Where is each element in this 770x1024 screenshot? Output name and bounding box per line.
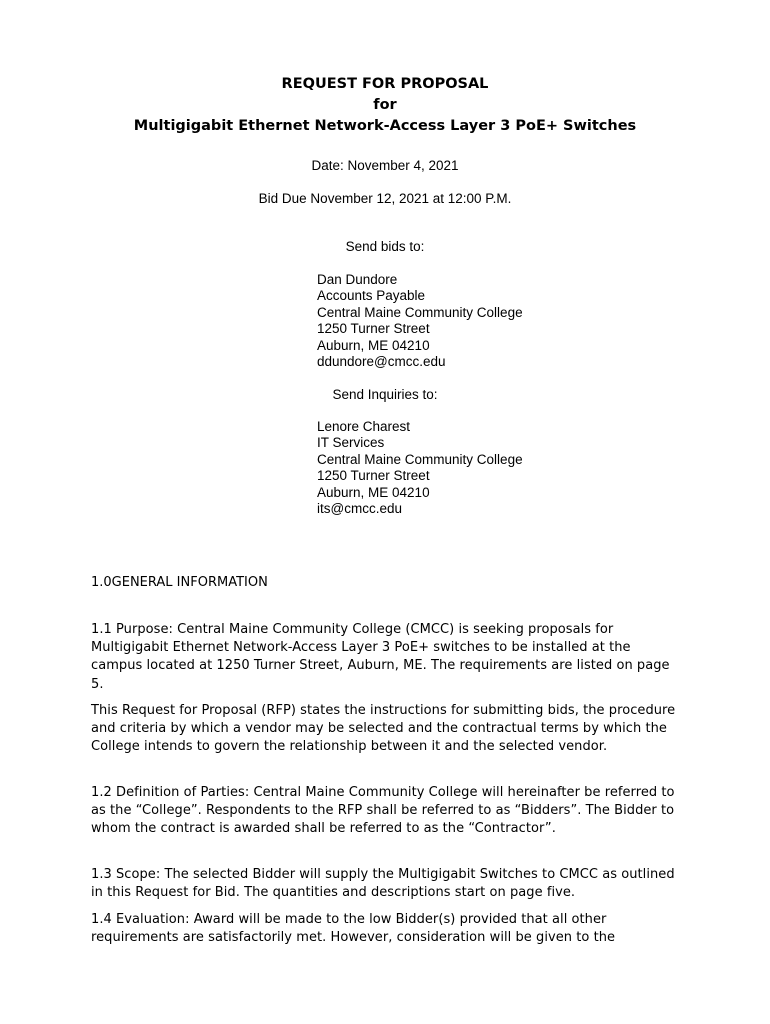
- section-heading-general-information: 1.0GENERAL INFORMATION: [91, 575, 268, 590]
- title-product: Multigigabit Ethernet Network-Access Layer 3 PoE+ Switches: [133, 118, 637, 134]
- paragraph-evaluation: 1.4 Evaluation: Award will be made to the low Bidder(s) provided that all other requirements are satisfactorily met. However, consideration will be given to the: [91, 912, 616, 946]
- send-bids-institution: Central Maine Community College: [317, 304, 523, 320]
- paragraph-purpose: 1.1 Purpose: Central Maine Community College (CMCC) is seeking proposals for Multigigabit Ethernet Network-Access Layer 3 PoE+ switches to be installed at the campus located at 1250 Turner Street, Auburn, ME. The requirements are listed on page 5.: [91, 622, 670, 692]
- send-bids-street: 1250 Turner Street: [317, 321, 430, 337]
- send-inquiries-label: Send Inquiries to:: [332, 387, 438, 402]
- send-inquiries-name: Lenore Charest: [317, 419, 411, 434]
- send-inquiries-institution: Central Maine Community College: [317, 451, 523, 467]
- title-request-for-proposal: REQUEST FOR PROPOSAL: [281, 76, 489, 92]
- document-date: Date: November 4, 2021: [311, 158, 459, 173]
- send-bids-department: Accounts Payable: [317, 288, 426, 304]
- send-inquiries-department: IT Services: [317, 435, 385, 451]
- paragraph-rfp-statement: This Request for Proposal (RFP) states the instructions for submitting bids, the procedure and criteria by which a vendor may be selected and the contractual terms by which the College intends to govern the relationship between it and the selected vendor.: [91, 703, 676, 755]
- send-inquiries-city: Auburn, ME 04210: [317, 484, 430, 500]
- paragraph-parties: 1.2 Definition of Parties: Central Maine Community College will hereinafter be referred to as the “College”. Respondents to the RFP shall be referred to as “Bidders”. The Bidder to whom the contract is awarded shall be referred to as the “Contractor”.: [91, 785, 675, 837]
- send-bids-name: Dan Dundore: [317, 272, 398, 287]
- title-for: for: [373, 97, 397, 113]
- send-bids-address: [317, 272, 523, 370]
- send-inquiries-email: its@cmcc.edu: [317, 501, 402, 517]
- paragraph-scope: 1.3 Scope: The selected Bidder will supply the Multigigabit Switches to CMCC as outlined in this Request for Bid. The quantities and descriptions start on page five.: [91, 867, 675, 901]
- bid-due-date: Bid Due November 12, 2021 at 12:00 P.M.: [258, 191, 512, 206]
- send-bids-email: ddundore@cmcc.edu: [317, 354, 446, 370]
- send-inquiries-street: 1250 Turner Street: [317, 468, 430, 484]
- send-inquiries-address: [317, 419, 523, 517]
- send-bids-city: Auburn, ME 04210: [317, 337, 430, 353]
- send-bids-label: Send bids to:: [345, 239, 425, 254]
